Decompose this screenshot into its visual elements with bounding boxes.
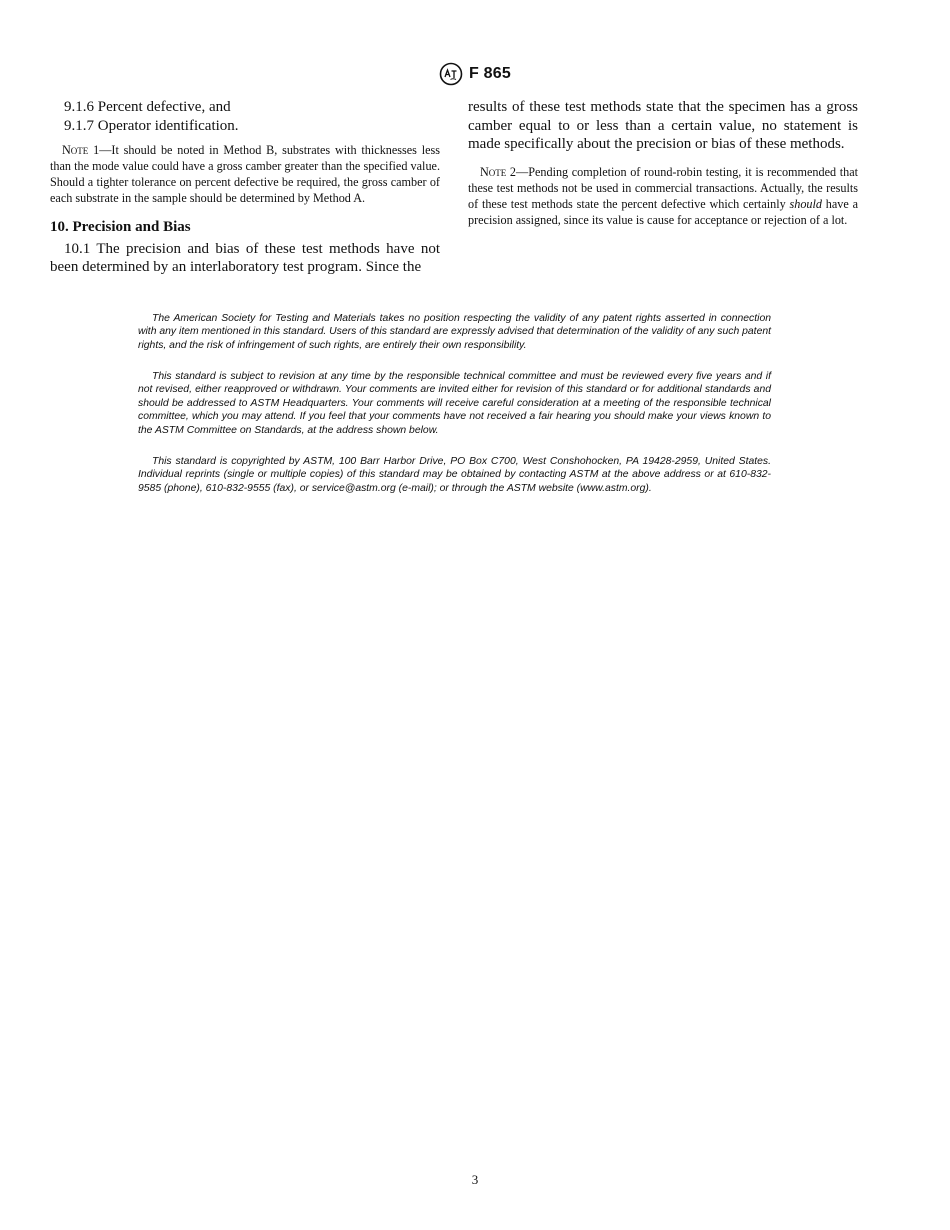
page-header xyxy=(0,62,950,86)
note-1 xyxy=(50,143,440,207)
note-1-text: —It should be noted in Method B, substrates with thicknesses less than the mode value could have a gross camber greater than the specified value. Should a tighter tolerance on percent defective be required, the gross camber of each substrate in the sample should be determined by Method A. xyxy=(50,143,441,205)
copyright-notice: This standard is copyrighted by ASTM, 100 Barr Harbor Drive, PO Box C700, West Conshohocken, PA 19428-2959, United States. Individual reprints (single or multiple copies) of this standard may be obtained by contacting ASTM at the above address or at 610-832-9585 (phone), 610-832-9555 (fax), or service@astm.org (e-mail); or through the ASTM website (www.astm.org). xyxy=(138,456,771,494)
patent-notice: The American Society for Testing and Materials takes no position respecting the validity of any patent rights asserted in connection with any item mentioned in this standard. Users of this standard are expressly advised that determination of the validity of any such patent rights, and the risk of infringement of such rights, are entirely their own responsibility. xyxy=(138,313,772,351)
note-2-label: Note 2 xyxy=(480,164,517,179)
list-item-9-1-7: 9.1.7 Operator identification. xyxy=(64,117,239,134)
paragraph-10-1: 10.1 The precision and bias of these test methods have not been determined by an interlaboratory test program. Since the xyxy=(50,240,440,276)
paragraph-10-1-continued: results of these test methods state that the specimen has a gross camber equal to or less than a certain value, no statement is made specifically about the precision or bias of these methods. xyxy=(468,99,858,153)
section-heading: 10. Precision and Bias xyxy=(50,218,191,235)
revision-notice: This standard is subject to revision at any time by the responsible technical committee and must be reviewed every five years and if not revised, either reapproved or withdrawn. Your comments are invited either for revision of this standard or for additional standards and should be addressed to ASTM Headquarters. Your comments will receive careful consideration at a meeting of the responsible technical committee, which you may attend. If you feel that your comments have not received a fair hearing you should make your views known to the ASTM Committee on Standards, at the address shown below. xyxy=(138,371,771,436)
list-item-9-1-6: 9.1.6 Percent defective, and xyxy=(64,99,231,115)
note-2 xyxy=(468,165,858,229)
astm-logo-icon xyxy=(439,62,463,86)
standard-designation: F 865 xyxy=(469,65,511,82)
note-2-emphasis: should xyxy=(789,196,822,211)
right-column xyxy=(468,98,858,228)
note-1-label: Note 1 xyxy=(62,143,100,158)
page-number: 3 xyxy=(471,1172,479,1187)
note-2-text-end: have a precision assigned, since its value is cause for acceptance or rejection of a lot. xyxy=(468,196,858,227)
note-2-text-start: —Pending completion of round-robin testing, it is recommended that these test methods not be used in commercial transactions. Actually, the results of these test methods state the percent defective which certainly xyxy=(468,164,859,211)
left-column xyxy=(50,98,440,277)
